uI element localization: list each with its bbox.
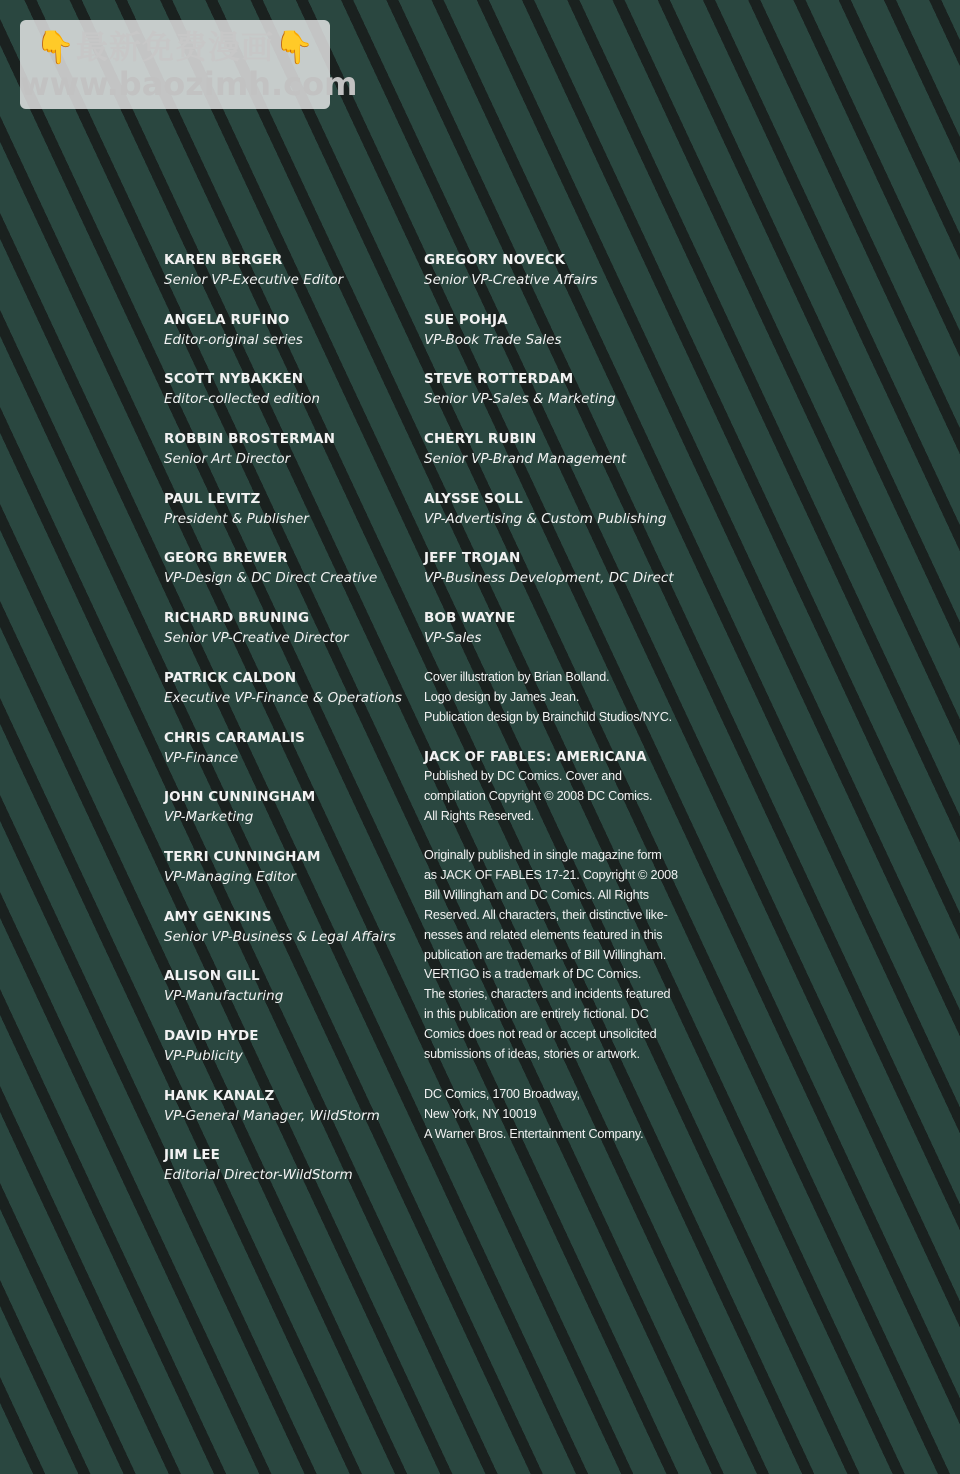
staff-title: Editor-original series xyxy=(164,331,303,348)
watermark-banner xyxy=(20,20,358,109)
staff-entry xyxy=(424,310,660,370)
staff-name: DAVID HYDE xyxy=(164,1027,259,1044)
staff-title: VP-Managing Editor xyxy=(164,868,296,885)
staff-name: PAUL LEVITZ xyxy=(164,490,261,507)
staff-title: Senior VP-Creative Affairs xyxy=(424,272,598,288)
staff-title: Senior VP-Sales & Marketing xyxy=(424,391,616,408)
logo-credit: Logo design by James Jean. xyxy=(424,689,580,704)
staff-title: VP-Business Development, DC Direct xyxy=(424,570,674,587)
staff-title: VP-Manufacturing xyxy=(164,988,284,1005)
legal-line: nesses and related elements featured in this xyxy=(424,927,663,942)
legal-line: Bill Willingham and DC Comics. All Rights xyxy=(424,887,649,902)
legal-line: Comics does not read or accept unsolicited xyxy=(424,1027,657,1042)
watermark-url: www.baozimh.com xyxy=(20,65,358,103)
staff-entry xyxy=(164,489,409,549)
copyright-line: All Rights Reserved. xyxy=(424,808,535,823)
legal-line: publication are trademarks of Bill Willingham. xyxy=(424,947,667,962)
pointing-down-hand-icon: 👇 xyxy=(35,28,76,66)
watermark-title-text: 最新免费漫画 xyxy=(75,28,274,66)
staff-entry xyxy=(424,608,660,668)
copyright-line: Published by DC Comics. Cover and xyxy=(424,769,622,783)
staff-title: Editor-collected edition xyxy=(164,391,320,408)
staff-name: JIM LEE xyxy=(164,1147,220,1164)
staff-entry xyxy=(164,608,409,668)
staff-name: CHRIS CARAMALIS xyxy=(164,729,305,746)
address-line: New York, NY 10019 xyxy=(424,1106,537,1121)
staff-name: SCOTT NYBAKKEN xyxy=(164,371,304,388)
staff-title: Senior VP-Business & Legal Affairs xyxy=(164,928,396,945)
staff-entry xyxy=(424,369,660,429)
staff-name: STEVE ROTTERDAM xyxy=(424,371,574,388)
staff-entry xyxy=(424,429,660,489)
staff-title: Senior VP-Creative Director xyxy=(164,630,349,647)
staff-name: BOB WAYNE xyxy=(424,610,516,627)
staff-entry xyxy=(164,728,409,788)
staff-name: HANK KANALZ xyxy=(164,1087,275,1104)
legal-line: as JACK OF FABLES 17-21. Copyright © 2008 xyxy=(424,867,678,882)
legal-line: VERTIGO is a trademark of DC Comics. xyxy=(424,967,642,982)
staff-name: JOHN CUNNINGHAM xyxy=(164,789,316,806)
book-copyright xyxy=(424,747,660,827)
staff-entry xyxy=(164,1145,409,1205)
staff-entry xyxy=(164,787,409,847)
pointing-down-hand-icon: 👇 xyxy=(274,28,315,66)
staff-entry xyxy=(164,250,409,310)
legal-notice xyxy=(424,846,678,1065)
staff-name: RICHARD BRUNING xyxy=(164,610,310,627)
cover-credit: Cover illustration by Brian Bolland. xyxy=(424,670,610,684)
staff-list-right xyxy=(424,250,674,668)
staff-entry xyxy=(164,847,409,907)
watermark-title xyxy=(20,28,330,66)
staff-title: VP-Finance xyxy=(164,749,239,766)
address-line: DC Comics, 1700 Broadway, xyxy=(424,1087,580,1101)
staff-title: VP-Book Trade Sales xyxy=(424,331,562,348)
legal-line: in this publication are entirely fictional. DC xyxy=(424,1007,649,1022)
staff-title: VP-Design & DC Direct Creative xyxy=(164,570,378,587)
staff-title: Senior Art Director xyxy=(164,451,291,468)
legal-line: Originally published in single magazine form xyxy=(424,848,662,862)
staff-entry xyxy=(164,548,409,608)
copyright-line: compilation Copyright © 2008 DC Comics. xyxy=(424,788,653,803)
staff-entry xyxy=(164,668,409,728)
legal-line: Reserved. All characters, their distinctive like- xyxy=(424,907,668,922)
staff-name: JEFF TROJAN xyxy=(424,550,521,567)
staff-entry xyxy=(164,966,409,1026)
staff-name: SUE POHJA xyxy=(424,311,508,328)
staff-name: CHERYL RUBIN xyxy=(424,431,537,448)
legal-line: submissions of ideas, stories or artwork. xyxy=(424,1047,640,1062)
staff-name: ALISON GILL xyxy=(164,968,260,985)
staff-title: Senior VP-Executive Editor xyxy=(164,272,344,288)
staff-name: ANGELA RUFINO xyxy=(164,311,290,328)
staff-title: VP-Publicity xyxy=(164,1047,243,1064)
staff-title: VP-Sales xyxy=(424,630,482,647)
book-title: JACK OF FABLES: AMERICANA xyxy=(424,749,647,765)
design-credits xyxy=(424,668,672,728)
staff-entry xyxy=(164,369,409,429)
staff-title: Senior VP-Brand Management xyxy=(424,451,627,468)
legal-line: The stories, characters and incidents featured xyxy=(424,987,671,1002)
address-line: A Warner Bros. Entertainment Company. xyxy=(424,1126,644,1141)
staff-name: GREGORY NOVECK xyxy=(424,252,566,268)
staff-list-left xyxy=(164,250,409,1205)
staff-entry xyxy=(164,310,409,370)
staff-name: TERRI CUNNINGHAM xyxy=(164,848,321,865)
staff-title: President & Publisher xyxy=(164,510,309,527)
staff-entry xyxy=(164,429,409,489)
staff-title: Editorial Director-WildStorm xyxy=(164,1167,353,1184)
staff-name: KAREN BERGER xyxy=(164,252,283,268)
staff-name: ROBBIN BROSTERMAN xyxy=(164,431,336,448)
staff-name: PATRICK CALDON xyxy=(164,669,297,686)
staff-name: GEORG BREWER xyxy=(164,550,288,567)
staff-entry xyxy=(164,907,409,967)
staff-name: AMY GENKINS xyxy=(164,908,272,925)
staff-entry xyxy=(424,489,667,549)
staff-title: Executive VP-Finance & Operations xyxy=(164,689,402,706)
staff-entry xyxy=(164,1086,409,1146)
staff-entry xyxy=(424,250,660,310)
staff-entry xyxy=(164,1026,409,1086)
staff-entry xyxy=(424,548,674,608)
publisher-address xyxy=(424,1085,660,1145)
staff-title: VP-Advertising & Custom Publishing xyxy=(424,510,667,527)
publication-credit: Publication design by Brainchild Studios/NYC. xyxy=(424,709,672,724)
staff-title: VP-General Manager, WildStorm xyxy=(164,1107,380,1124)
staff-title: VP-Marketing xyxy=(164,809,254,826)
staff-name: ALYSSE SOLL xyxy=(424,490,523,507)
